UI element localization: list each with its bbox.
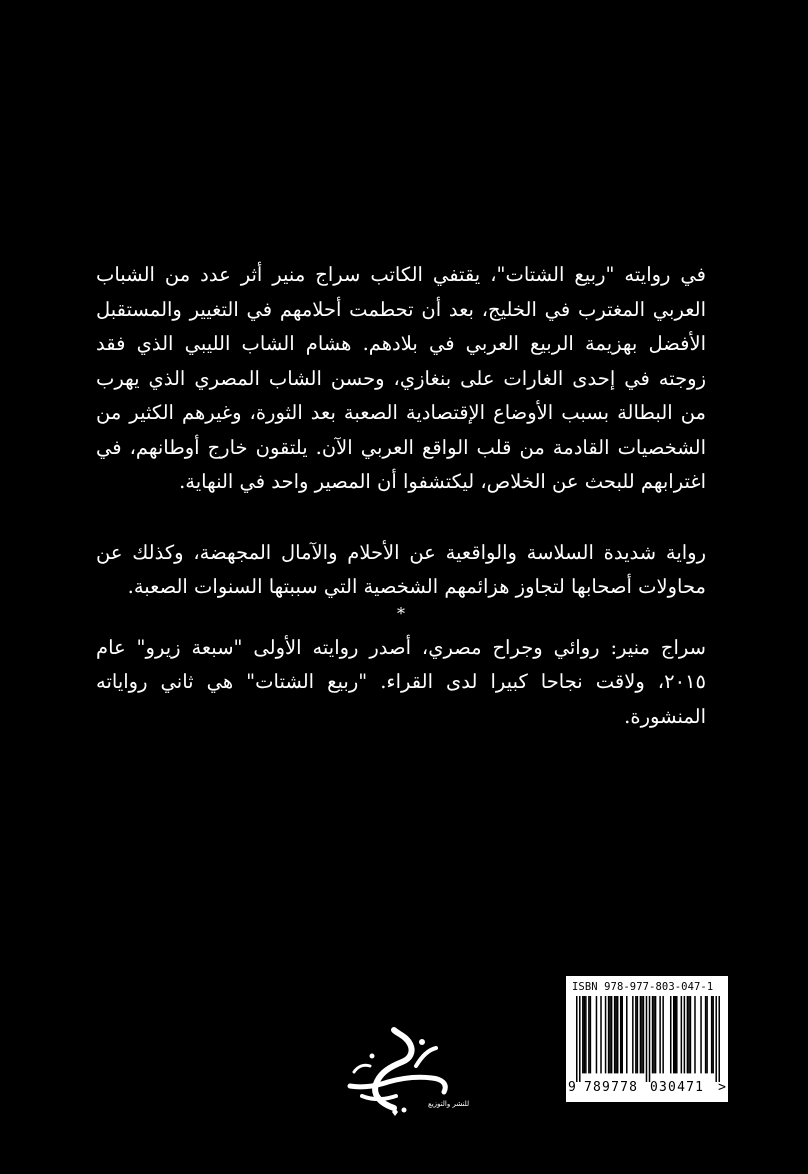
ean-right-group: 030471: [650, 1080, 705, 1095]
blurb-paragraph-synopsis: في روايته "ربيع الشتات"، يقتفي الكاتب سراج منير أثر عدد من الشباب العربي المغترب في الخليج، بعد أن تحطمت أحلامهم في التغيير والمستقبل الأفضل بهزيمة الربيع العربي في بلادهم. هشام الشاب الليبي الذي فقد زوجته في إحدى الغارات على بنغازي، وحسن الشاب المصري الذي يهرب من البطالة بسبب الأوضاع الإقتصادية الصعبة بعد الثورة، وغيرهم الكثير من الشخصيات القادمة من قلب الواقع العربي الآن. يلتقون خارج أوطانهم، في اغترابهم للبحث عن الخلاص، ليكتشفوا أن المصير واحد في النهاية.: [96, 263, 706, 493]
barcode-bar: [617, 996, 619, 1073]
ean-digits: [568, 1080, 726, 1098]
barcode-bar: [670, 996, 672, 1073]
barcode-bars: [576, 996, 720, 1082]
barcode-bar: [605, 996, 607, 1073]
barcode-bar: [641, 996, 643, 1073]
barcode-bar: [694, 996, 696, 1073]
barcode-bar: [700, 996, 702, 1073]
barcode-bar: [614, 996, 616, 1073]
barcode-bar: [705, 996, 707, 1073]
barcode-bar: [655, 996, 657, 1073]
publisher-logo-subtitle: للنشر والتوزيع: [428, 1100, 470, 1108]
author-bio: سراج منير: روائي وجراح مصري، أصدر روايته الأولى "سبعة زيرو" عام ٢٠١٥، ولاقت نجاحا كبيرا لدى القراء. "ربيع الشتات" هي ثاني رواياته المنشورة.: [96, 635, 706, 728]
barcode-bar: [611, 996, 613, 1073]
barcode-bar: [684, 996, 686, 1073]
barcode-bar: [652, 996, 654, 1073]
barcode-bar: [675, 996, 677, 1073]
barcode-bar: [688, 996, 690, 1073]
barcode-bar: [640, 996, 642, 1073]
barcode-bar: [712, 996, 714, 1073]
barcode-guard-bar: [646, 996, 648, 1082]
barcode-bar: [582, 996, 584, 1073]
barcode-bar: [620, 996, 622, 1073]
barcode-bar: [653, 996, 655, 1073]
barcode-bar: [687, 996, 689, 1073]
barcode-bar: [681, 996, 683, 1073]
barcode-guard-bar: [715, 996, 717, 1082]
barcode-bar: [662, 996, 664, 1073]
barcode-bar: [585, 996, 587, 1073]
barcode-bar: [615, 996, 617, 1073]
barcode-bar: [690, 996, 692, 1073]
barcode-bar: [711, 996, 713, 1073]
barcode-bar: [596, 996, 598, 1073]
blurb-paragraph-review: رواية شديدة السلاسة والواقعية عن الأحلام والآمال المجهضة، وكذلك عن محاولات أصحابها لتجاوز هزائمهم الشخصية التي سببتها السنوات الصعبة.: [96, 540, 706, 598]
barcode-bar: [706, 996, 708, 1073]
barcode-bar: [626, 996, 628, 1073]
barcode-bar: [635, 996, 637, 1073]
barcode-bar: [609, 996, 611, 1073]
barcode-bar: [590, 996, 592, 1073]
ean-left-group: 789778: [584, 1080, 639, 1095]
barcode-bar: [676, 996, 678, 1073]
back-cover-blurb: [96, 258, 706, 734]
barcode-bar: [621, 996, 623, 1073]
barcode-bar: [584, 996, 586, 1073]
publisher-logo-graphic: [332, 1026, 470, 1118]
barcode-bar: [608, 996, 610, 1073]
barcode-bar: [673, 996, 675, 1073]
barcode-guard-bar: [649, 996, 651, 1082]
barcode-guard-bar: [718, 996, 720, 1082]
ean-quiet-zone-marker: >: [718, 1080, 726, 1095]
ean-lead-digit: 9: [568, 1080, 576, 1095]
barcode-bar: [600, 996, 602, 1073]
barcode-guard-bar: [579, 996, 581, 1082]
barcode-graphic: [576, 996, 720, 1082]
isbn-label: ISBN 978-977-803-047-1: [572, 981, 714, 993]
barcode-bar: [637, 996, 639, 1073]
section-separator: *: [397, 603, 405, 623]
barcode-bar: [588, 996, 590, 1073]
barcode-bar: [643, 996, 645, 1073]
isbn-barcode: [566, 976, 728, 1102]
barcode-guard-bar: [576, 996, 578, 1082]
publisher-logo: [332, 1026, 470, 1118]
barcode-bar: [632, 996, 634, 1073]
barcode-bar: [659, 996, 661, 1073]
